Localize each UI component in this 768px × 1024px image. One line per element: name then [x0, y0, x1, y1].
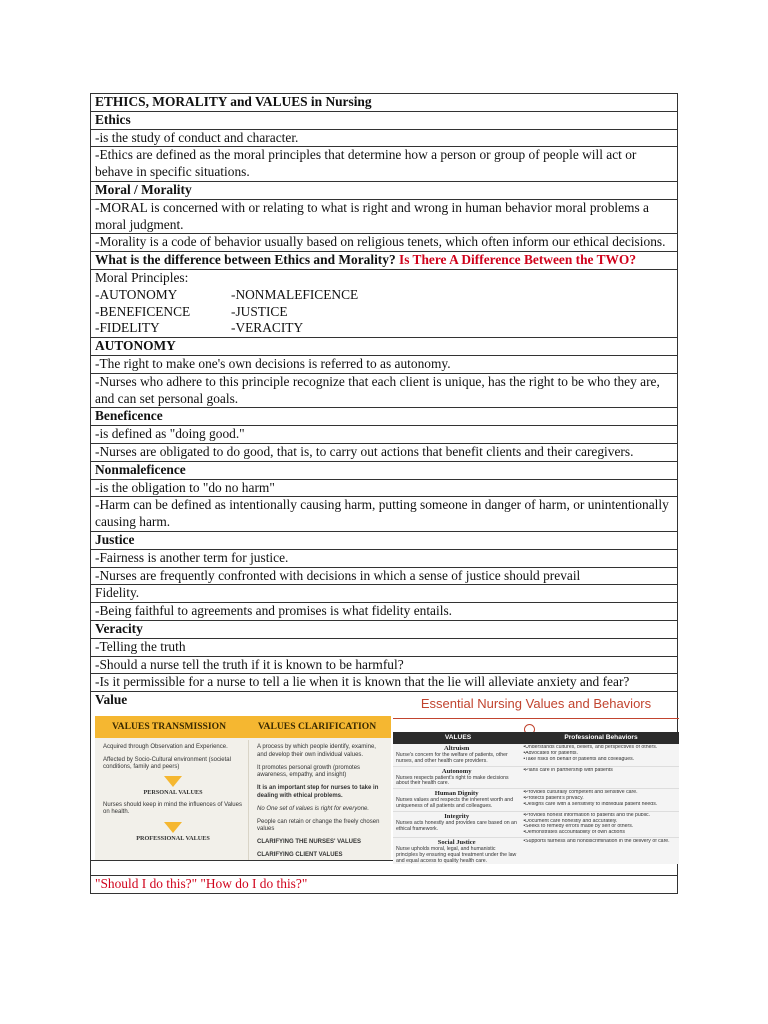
- vt-right-item: A process by which people identify, examine, and develop their own individual values.: [257, 744, 376, 758]
- justice-heading: Justice: [91, 531, 678, 549]
- essential-behavior: •Provides culturally competent and sensitive care.: [523, 790, 638, 796]
- essential-behavior: •Demonstrates accountability of own actions: [523, 830, 625, 836]
- essential-row: [393, 812, 679, 838]
- veracity-heading: Veracity: [91, 620, 678, 638]
- essential-value-desc: Nurses acts honestly and provides care based on an ethical framework.: [396, 819, 517, 832]
- essential-value-desc: Nurse's concern for the welfare of patients, other nurses, and other health care providers.: [396, 752, 508, 764]
- vt-right-column: [257, 744, 385, 865]
- essential-behaviors-cell: [520, 789, 679, 811]
- essential-value-cell: [393, 812, 520, 837]
- fidelity-line: -Being faithful to agreements and promises is what fidelity entails.: [91, 603, 678, 621]
- vt-head-left: VALUES TRANSMISSION: [111, 721, 226, 733]
- essential-behaviors-cell: [520, 767, 679, 789]
- essential-behavior: •Provides honest information to patients and the public.: [523, 812, 651, 818]
- vt-right-item: CLARIFYING THE NURSES' VALUES: [257, 839, 361, 846]
- essential-behavior: •Seeks to remedy errors made by self or others.: [523, 824, 634, 830]
- essential-row: [393, 767, 679, 790]
- beneficence-heading: Beneficence: [91, 408, 678, 426]
- essential-behavior: •Supports fairness and nondiscrimination in the delivery of care.: [523, 839, 670, 845]
- essential-behavior: •Document care honestly and accurately.: [523, 818, 618, 824]
- principle-item: -FIDELITY: [95, 320, 160, 336]
- essential-behaviors-cell: [520, 838, 679, 864]
- principles-row: [95, 304, 673, 321]
- autonomy-line: -The right to make one's own decisions is referred to as autonomy.: [91, 355, 678, 373]
- down-arrow-icon: [164, 776, 182, 787]
- essential-row: [393, 789, 679, 812]
- vt-divider: [248, 740, 249, 860]
- essential-value-name: Altruism: [444, 745, 470, 753]
- principle-item: -VERACITY: [231, 320, 304, 336]
- footer-quote: "Should I do this?" "How do I do this?": [91, 876, 678, 894]
- vt-right-item: It promotes personal growth (promotes awareness, empathy, and insight): [257, 764, 361, 779]
- essential-rows: [393, 744, 679, 864]
- essential-behaviors-cell: [520, 812, 679, 837]
- vt-right-item: No One set of values is right for everyone.: [257, 805, 370, 812]
- vt-right-item: It is an important step for nurses to take in dealing with ethical problems.: [257, 785, 379, 800]
- nonmaleficence-heading: Nonmaleficence: [91, 461, 678, 479]
- morality-line: -Morality is a code of behavior usually based on religious tenets, which often inform our ethical decisions.: [91, 234, 678, 252]
- principles-row: [95, 320, 673, 337]
- essential-value-name: Integrity: [444, 812, 470, 820]
- document-table: [90, 93, 678, 894]
- vt-left-column: [103, 744, 243, 847]
- down-arrow-icon: [164, 822, 182, 833]
- essential-table: [393, 732, 679, 864]
- ethics-heading: Ethics: [91, 111, 678, 129]
- essential-value-name: Autonomy: [441, 767, 472, 775]
- vt-left-item: Acquired through Observation and Experience.: [103, 744, 228, 751]
- title-rule: [393, 718, 679, 719]
- essential-behavior: •Protects patient's privacy.: [523, 796, 584, 802]
- essential-row: [393, 838, 679, 864]
- autonomy-line: -Nurses who adhere to this principle recognize that each client is unique, has the right to be who they are, and can set personal goals.: [91, 373, 678, 408]
- doc-title: ETHICS, MORALITY and VALUES in Nursing: [91, 94, 678, 112]
- principles-heading: Moral Principles:: [95, 269, 189, 285]
- vt-left-item: Affected by Socio-Cultural environment (societal conditions, family and peers): [103, 756, 231, 770]
- professional-values-label: PROFESSIONAL VALUES: [136, 834, 210, 842]
- autonomy-heading: AUTONOMY: [91, 338, 678, 356]
- ethics-line: -Ethics are defined as the moral principles that determine how a person or group of people will act or behave in specific situations.: [91, 147, 678, 182]
- vt-right-item: CLARIFYING CLIENT VALUES: [257, 852, 343, 859]
- essential-value-cell: [393, 838, 520, 864]
- justice-line: -Nurses are frequently confronted with decisions in which a sense of justice should prevail: [91, 567, 678, 585]
- difference-red-text: Is There A Difference Between the TWO?: [399, 252, 637, 268]
- essential-value-desc: Nurse upholds moral, legal, and humanistic principles by ensuring equal treatment under the law and equal access to quality health care.: [396, 846, 517, 864]
- fidelity-heading: Fidelity.: [91, 585, 678, 603]
- morality-heading: Moral / Morality: [91, 181, 678, 199]
- nonmaleficence-line: -Harm can be defined as intentionally causing harm, putting someone in danger of harm, or unintentionally causing harm.: [91, 497, 678, 532]
- essential-header: [393, 732, 679, 744]
- principle-item: -AUTONOMY: [95, 286, 178, 302]
- essential-behavior: •Designs care with a sensitivity to individual patient needs.: [523, 801, 658, 807]
- veracity-line: -Telling the truth: [91, 638, 678, 656]
- essential-behaviors-cell: [520, 744, 679, 766]
- essential-behavior: •Plans care in partnership with patients: [523, 767, 613, 773]
- essential-value-cell: [393, 744, 520, 766]
- morality-line: -MORAL is concerned with or relating to what is right and wrong in human behavior moral problems a moral judgment.: [91, 199, 678, 234]
- nonmaleficence-line: -is the obligation to "do no harm": [91, 479, 678, 497]
- beneficence-line: -Nurses are obligated to do good, that is, to carry out actions that benefit clients and their caregivers.: [91, 443, 678, 461]
- value-heading: Value: [95, 692, 128, 708]
- principles-block: [91, 269, 678, 337]
- essential-title: Essential Nursing Values and Behaviors: [403, 696, 669, 712]
- principle-item: -NONMALEFICENCE: [231, 286, 359, 302]
- difference-question: [91, 252, 678, 270]
- essential-value-cell: [393, 789, 520, 811]
- justice-line: -Fairness is another term for justice.: [91, 549, 678, 567]
- values-transmission-graphic: [95, 716, 391, 860]
- essential-value-name: Human Dignity: [434, 790, 479, 798]
- principles-row: [95, 287, 673, 304]
- essential-value-desc: Nurses respects patient's right to make decisions about their health care.: [396, 774, 509, 787]
- col-values: VALUES: [444, 734, 472, 742]
- vt-left-item: Nurses should keep in mind the influences of Values on health.: [103, 801, 242, 816]
- essential-behavior: •Understands cultures, beliefs, and perspectives of others.: [523, 745, 658, 751]
- veracity-line: -Should a nurse tell the truth if it is known to be harmful?: [91, 656, 678, 674]
- personal-values-label: PERSONAL VALUES: [143, 789, 203, 797]
- beneficence-line: -is defined as "doing good.": [91, 426, 678, 444]
- vt-right-item: People can retain or change the freely chosen values: [257, 818, 380, 833]
- essential-row: [393, 744, 679, 767]
- essential-value-name: Social Justice: [437, 839, 476, 847]
- vt-head-right: VALUES CLARIFICATION: [257, 721, 377, 733]
- essential-behavior: •Take risks on behalf of patients and colleagues.: [523, 756, 635, 762]
- principle-item: -JUSTICE: [231, 303, 288, 319]
- col-behaviors: Professional Behaviors: [564, 734, 638, 742]
- essential-values-graphic: [393, 692, 679, 864]
- value-images-cell: [91, 692, 678, 864]
- veracity-line: -Is it permissible for a nurse to tell a lie when it is known that the lie will alleviate anxiety and fear?: [91, 674, 678, 692]
- difference-question-text: What is the difference between Ethics and Morality?: [95, 252, 396, 268]
- essential-value-desc: Nurses values and respects the inherent worth and uniqueness of all patients and colleagues.: [396, 797, 514, 810]
- essential-value-cell: [393, 767, 520, 789]
- principle-item: -BENEFICENCE: [95, 303, 191, 319]
- ethics-line: -is the study of conduct and character.: [91, 129, 678, 147]
- essential-behavior: •Advocates for patients.: [523, 750, 578, 756]
